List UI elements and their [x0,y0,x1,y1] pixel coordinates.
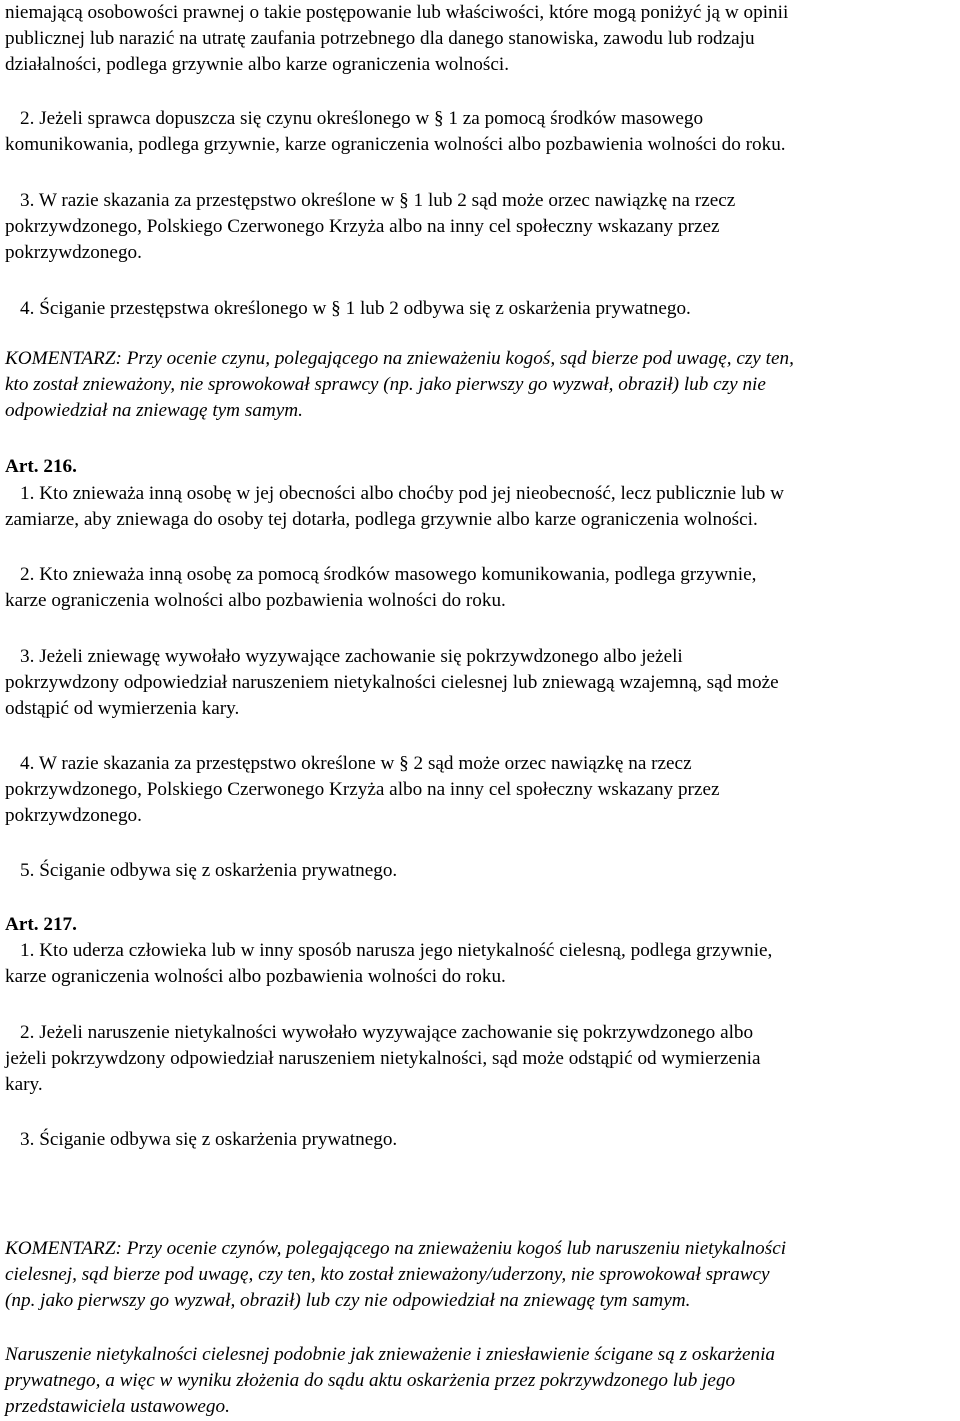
text-line: KOMENTARZ: Przy ocenie czynu, polegającego na znieważeniu kogoś, sąd bierze pod uwagę, czy ten, [5,348,794,369]
art212-par2 [5,106,703,132]
art217-heading: Art. 217. [5,914,77,935]
text-line: (np. jako pierwszy go wyzwał, obraził) lub czy nie odpowiedział na zniewagę tym samym. [5,1290,691,1311]
text-line: prywatnego, a więc w wyniku złożenia do sądu aktu oskarżenia przez pokrzywdzonego lub jego [5,1370,736,1391]
text-line: publicznej lub narazić na utratę zaufania potrzebnego dla danego stanowiska, zawodu lub rodzaju [5,28,755,49]
art216-par5 [5,858,397,884]
art212-par3-cont [5,214,719,266]
art216-par4-cont [5,777,719,829]
comment-prosecution [5,1342,775,1420]
text-line: karze ograniczenia wolności albo pozbawienia wolności do roku. [5,966,506,987]
art216-par2 [5,562,756,588]
text-line: pokrzywdzonego, Polskiego Czerwonego Krzyża albo na inny cel społeczny wskazany przez [5,216,720,237]
text-line: pokrzywdzonego. [5,242,142,263]
text-line: odstąpić od wymierzenia kary. [5,698,240,719]
art217-par2-cont [5,1046,761,1098]
art216-par3 [5,644,683,670]
text-line: 4. Ściganie przestępstwa określonego w § 1 lub 2 odbywa się z oskarżenia prywatnego. [20,298,691,319]
comment-art212 [5,346,794,424]
art216-par4 [5,751,692,777]
art216-par3-cont [5,670,779,722]
text-line: komunikowania, podlega grzywnie, karze ograniczenia wolności albo pozbawienia wolności do roku. [5,134,786,155]
text-line: jeżeli pokrzywdzony odpowiedział naruszeniem nietykalności, sąd może odstąpić od wymierzenia [5,1048,761,1069]
text-line: kto został znieważony, nie sprowokował sprawcy (np. jako pierwszy go wyzwał, obraził) lub czy nie [5,374,766,395]
text-line: 3. Ściganie odbywa się z oskarżenia prywatnego. [20,1129,398,1150]
art216-heading: Art. 216. [5,456,77,477]
comment-art216-217 [5,1236,786,1314]
text-line: KOMENTARZ: Przy ocenie czynów, polegającego na znieważeniu kogoś lub naruszeniu nietykalności [5,1238,787,1259]
text-line: 2. Jeżeli naruszenie nietykalności wywołało wyzywające zachowanie się pokrzywdzonego albo [20,1022,754,1043]
text-line: cielesnej, sąd bierze pod uwagę, czy ten, kto został znieważony/uderzony, nie sprowokował sprawcy [5,1264,770,1285]
text-line: 4. W razie skazania za przestępstwo określone w § 2 sąd może orzec nawiązkę na rzecz [20,753,692,774]
text-line: 3. W razie skazania za przestępstwo określone w § 1 lub 2 sąd może orzec nawiązkę na rzecz [20,190,736,211]
text-line: 2. Jeżeli sprawca dopuszcza się czynu określonego w § 1 za pomocą środków masowego [20,108,704,129]
text-line: pokrzywdzonego. [5,805,142,826]
art212-par2-cont [5,132,786,158]
art216-par1 [5,481,784,507]
art212-par3 [5,188,735,214]
text-line: 3. Jeżeli zniewagę wywołało wyzywające zachowanie się pokrzywdzonego albo jeżeli [20,646,683,667]
art217-par1-cont [5,964,506,990]
text-line: pokrzywdzony odpowiedział naruszeniem nietykalności cielesnej lub zniewagą wzajemną, sąd może [5,672,779,693]
art216-par1-cont [5,507,758,533]
art216-par2-cont [5,588,506,614]
intro-paragraph [5,0,788,78]
text-line: Naruszenie nietykalności cielesnej podobnie jak znieważenie i zniesławienie ścigane są z oskarżenia [5,1344,776,1365]
text-line: zamiarze, aby zniewaga do osoby tej dotarła, podlega grzywnie albo karze ograniczenia wolności. [5,509,758,530]
art217-par2 [5,1020,753,1046]
text-line: 1. Kto uderza człowieka lub w inny sposób narusza jego nietykalność cielesną, podlega grzywnie, [20,940,773,961]
art217-par3 [5,1127,397,1153]
text-line: kary. [5,1074,43,1095]
text-line: niemającą osobowości prawnej o takie postępowanie lub właściwości, które mogą poniżyć ją w opinii [5,2,789,23]
text-line: odpowiedział na zniewagę tym samym. [5,400,303,421]
text-line: działalności, podlega grzywnie albo karze ograniczenia wolności. [5,54,509,75]
art212-par4 [5,296,691,322]
text-line: przedstawiciela ustawowego. [5,1396,230,1417]
art217-par1 [5,938,772,964]
text-line: karze ograniczenia wolności albo pozbawienia wolności do roku. [5,590,506,611]
text-line: pokrzywdzonego, Polskiego Czerwonego Krzyża albo na inny cel społeczny wskazany przez [5,779,720,800]
text-line: 1. Kto znieważa inną osobę w jej obecności albo choćby pod jej nieobecność, lecz publicznie lub w [20,483,785,504]
text-line: 2. Kto znieważa inną osobę za pomocą środków masowego komunikowania, podlega grzywnie, [20,564,757,585]
text-line: 5. Ściganie odbywa się z oskarżenia prywatnego. [20,860,398,881]
